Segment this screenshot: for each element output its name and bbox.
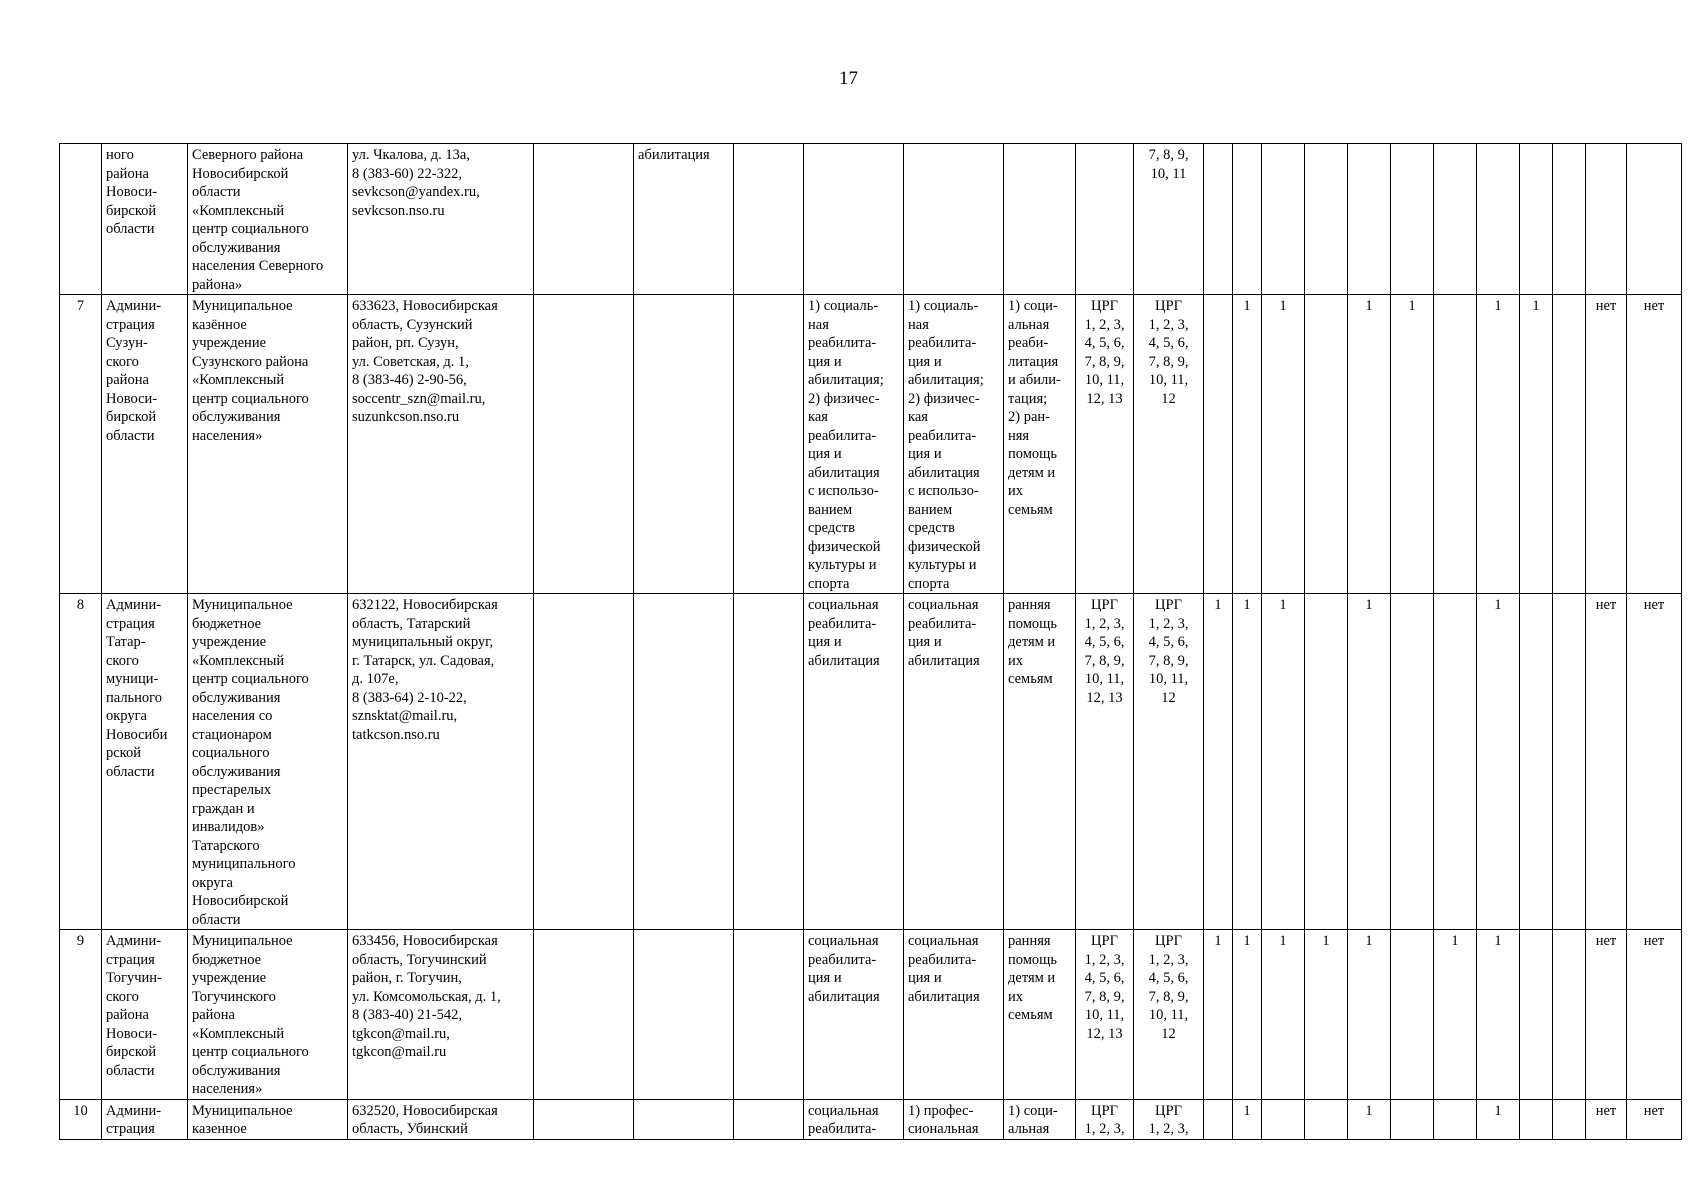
- flag-cell: нет: [1586, 295, 1627, 594]
- flag-cell: нет: [1586, 1099, 1627, 1139]
- count-cell: [1233, 144, 1262, 295]
- count-cell: [1434, 144, 1477, 295]
- target-groups-cell: [1076, 144, 1134, 295]
- column-g-cell: [734, 930, 804, 1100]
- count-cell: [1553, 930, 1586, 1100]
- target-groups-cell: ЦРГ 1, 2, 3, 4, 5, 6, 7, 8, 9, 10, 11, 12, 13: [1076, 295, 1134, 594]
- target-groups-cell-2: 7, 8, 9, 10, 11: [1134, 144, 1204, 295]
- count-cell: 1: [1520, 295, 1553, 594]
- count-cell: [1553, 594, 1586, 930]
- count-cell: [1204, 1099, 1233, 1139]
- count-cell: 1: [1262, 594, 1305, 930]
- services-cell: 1) социаль- ная реабилита- ция и абилитация; 2) физичес- кая реабилита- ция и абилитация с использо- ванием средств физической культуры и спорта: [804, 295, 904, 594]
- target-groups-cell: ЦРГ 1, 2, 3, 4, 5, 6, 7, 8, 9, 10, 11, 12, 13: [1076, 594, 1134, 930]
- column-f-cell: [634, 1099, 734, 1139]
- column-f-cell: [634, 295, 734, 594]
- row-number: [60, 144, 102, 295]
- count-cell: [1262, 1099, 1305, 1139]
- organization-cell: Муниципальное бюджетное учреждение Тогучинского района «Комплексный центр социального обслуживания населения»: [188, 930, 348, 1100]
- column-e-cell: [534, 930, 634, 1100]
- flag-cell: нет: [1586, 930, 1627, 1100]
- count-cell: [1204, 295, 1233, 594]
- page-number: 17: [839, 68, 858, 89]
- address-cell: 632520, Новосибирская область, Убинский: [348, 1099, 534, 1139]
- count-cell: 1: [1348, 1099, 1391, 1139]
- column-e-cell: [534, 295, 634, 594]
- flag-cell-2: [1627, 144, 1682, 295]
- target-groups-cell-2: ЦРГ 1, 2, 3, 4, 5, 6, 7, 8, 9, 10, 11, 12: [1134, 930, 1204, 1100]
- column-e-cell: [534, 1099, 634, 1139]
- count-cell: [1204, 144, 1233, 295]
- table-row: [60, 295, 1682, 594]
- count-cell: 1: [1233, 1099, 1262, 1139]
- row-number: 8: [60, 594, 102, 930]
- services-cell-2: 1) профес- сиональная: [904, 1099, 1004, 1139]
- column-e-cell: [534, 594, 634, 930]
- count-cell: 1: [1477, 295, 1520, 594]
- services-cell: социальная реабилита- ция и абилитация: [804, 594, 904, 930]
- address-cell: ул. Чкалова, д. 13а, 8 (383-60) 22-322, sevkcson@yandex.ru, sevkcson.nso.ru: [348, 144, 534, 295]
- organization-cell: Муниципальное казенное: [188, 1099, 348, 1139]
- row-number: 10: [60, 1099, 102, 1139]
- organization-cell: Муниципальное казённое учреждение Сузунского района «Комплексный центр социального обслуживания населения»: [188, 295, 348, 594]
- column-g-cell: [734, 295, 804, 594]
- table-row: [60, 930, 1682, 1100]
- count-cell: [1434, 594, 1477, 930]
- column-f-cell: [634, 594, 734, 930]
- count-cell: [1477, 144, 1520, 295]
- flag-cell: [1586, 144, 1627, 295]
- column-g-cell: [734, 594, 804, 930]
- address-cell: 633456, Новосибирская область, Тогучинский район, г. Тогучин, ул. Комсомольская, д. 1, 8 (383-40) 21-542, tgkcon@mail.ru, tgkcon@mail.ru: [348, 930, 534, 1100]
- count-cell: 1: [1233, 930, 1262, 1100]
- table-row: [60, 144, 1682, 295]
- services-cell: социальная реабилита-: [804, 1099, 904, 1139]
- count-cell: [1553, 1099, 1586, 1139]
- count-cell: [1553, 295, 1586, 594]
- administration-cell: Админи- страция: [102, 1099, 188, 1139]
- column-g-cell: [734, 1099, 804, 1139]
- services-cell-3: 1) соци- альная реаби- литация и абили- тация; 2) ран- няя помощь детям и их семьям: [1004, 295, 1076, 594]
- count-cell: [1262, 144, 1305, 295]
- count-cell: 1: [1477, 930, 1520, 1100]
- column-f-cell: абилитация: [634, 144, 734, 295]
- flag-cell: нет: [1586, 594, 1627, 930]
- count-cell: [1305, 295, 1348, 594]
- column-g-cell: [734, 144, 804, 295]
- count-cell: 1: [1233, 295, 1262, 594]
- target-groups-cell-2: ЦРГ 1, 2, 3,: [1134, 1099, 1204, 1139]
- count-cell: [1305, 1099, 1348, 1139]
- count-cell: [1348, 144, 1391, 295]
- row-number: 9: [60, 930, 102, 1100]
- administration-cell: Админи- страция Сузун- ского района Новоси- бирской области: [102, 295, 188, 594]
- table-row: [60, 1099, 1682, 1139]
- institutions-table: [59, 143, 1682, 1140]
- count-cell: [1434, 295, 1477, 594]
- table-row: [60, 594, 1682, 930]
- count-cell: 1: [1477, 594, 1520, 930]
- target-groups-cell-2: ЦРГ 1, 2, 3, 4, 5, 6, 7, 8, 9, 10, 11, 12: [1134, 594, 1204, 930]
- administration-cell: Админи- страция Татар- ского муници- пального округа Новосиби рской области: [102, 594, 188, 930]
- target-groups-cell: ЦРГ 1, 2, 3, 4, 5, 6, 7, 8, 9, 10, 11, 12, 13: [1076, 930, 1134, 1100]
- count-cell: [1391, 594, 1434, 930]
- services-cell-3: ранняя помощь детям и их семьям: [1004, 594, 1076, 930]
- count-cell: [1520, 930, 1553, 1100]
- services-cell-2: [904, 144, 1004, 295]
- count-cell: 1: [1348, 295, 1391, 594]
- count-cell: 1: [1477, 1099, 1520, 1139]
- count-cell: 1: [1305, 930, 1348, 1100]
- count-cell: 1: [1262, 295, 1305, 594]
- organization-cell: Муниципальное бюджетное учреждение «Комплексный центр социального обслуживания населения со стационаром социального обслуживания престарелых граждан и инвалидов» Татарского муниципального округа Новосибирской области: [188, 594, 348, 930]
- count-cell: 1: [1233, 594, 1262, 930]
- services-cell-3: [1004, 144, 1076, 295]
- count-cell: [1434, 1099, 1477, 1139]
- target-groups-cell: ЦРГ 1, 2, 3,: [1076, 1099, 1134, 1139]
- count-cell: [1553, 144, 1586, 295]
- services-cell: [804, 144, 904, 295]
- count-cell: [1520, 1099, 1553, 1139]
- target-groups-cell-2: ЦРГ 1, 2, 3, 4, 5, 6, 7, 8, 9, 10, 11, 12: [1134, 295, 1204, 594]
- flag-cell-2: нет: [1627, 930, 1682, 1100]
- flag-cell-2: нет: [1627, 594, 1682, 930]
- services-cell-3: ранняя помощь детям и их семьям: [1004, 930, 1076, 1100]
- services-cell-2: социальная реабилита- ция и абилитация: [904, 930, 1004, 1100]
- row-number: 7: [60, 295, 102, 594]
- address-cell: 633623, Новосибирская область, Сузунский район, рп. Сузун, ул. Советская, д. 1, 8 (383-46) 2-90-56, soccentr_szn@mail.ru, suzunkcson.nso.ru: [348, 295, 534, 594]
- flag-cell-2: нет: [1627, 295, 1682, 594]
- count-cell: 1: [1204, 594, 1233, 930]
- column-f-cell: [634, 930, 734, 1100]
- count-cell: [1305, 144, 1348, 295]
- table-body: [60, 144, 1682, 1140]
- count-cell: 1: [1348, 594, 1391, 930]
- administration-cell: Админи- страция Тогучин- ского района Новоси- бирской области: [102, 930, 188, 1100]
- services-cell-2: 1) социаль- ная реабилита- ция и абилитация; 2) физичес- кая реабилита- ция и абилитация с использо- ванием средств физической культуры и спорта: [904, 295, 1004, 594]
- services-cell-2: социальная реабилита- ция и абилитация: [904, 594, 1004, 930]
- count-cell: [1520, 144, 1553, 295]
- count-cell: [1391, 1099, 1434, 1139]
- count-cell: 1: [1348, 930, 1391, 1100]
- count-cell: [1305, 594, 1348, 930]
- count-cell: [1520, 594, 1553, 930]
- count-cell: [1391, 930, 1434, 1100]
- count-cell: 1: [1434, 930, 1477, 1100]
- count-cell: 1: [1391, 295, 1434, 594]
- column-e-cell: [534, 144, 634, 295]
- services-cell: социальная реабилита- ция и абилитация: [804, 930, 904, 1100]
- administration-cell: ного района Новоси- бирской области: [102, 144, 188, 295]
- address-cell: 632122, Новосибирская область, Татарский муниципальный округ, г. Татарск, ул. Садовая, д. 107е, 8 (383-64) 2-10-22, sznsktat@mail.ru, tatkcson.nso.ru: [348, 594, 534, 930]
- flag-cell-2: нет: [1627, 1099, 1682, 1139]
- organization-cell: Северного района Новосибирской области «Комплексный центр социального обслуживания населения Северного района»: [188, 144, 348, 295]
- services-cell-3: 1) соци- альная: [1004, 1099, 1076, 1139]
- count-cell: 1: [1262, 930, 1305, 1100]
- count-cell: 1: [1204, 930, 1233, 1100]
- count-cell: [1391, 144, 1434, 295]
